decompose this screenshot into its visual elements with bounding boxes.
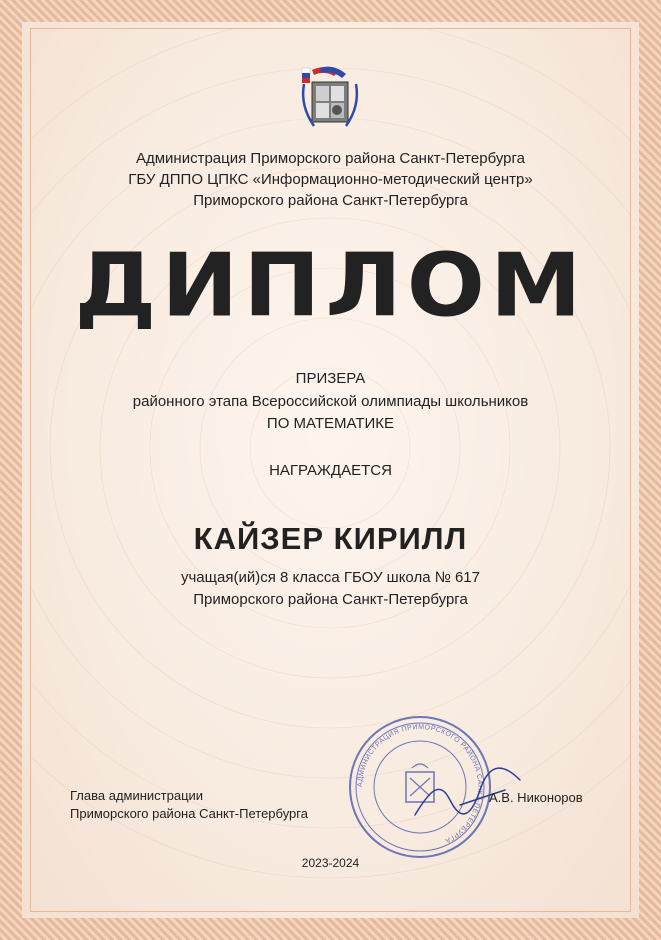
award-subject: ПО МАТЕМАТИКЕ [266,415,395,432]
signatory-position-line-1: Глава администрации [70,788,204,803]
svg-text:АДМИНИСТРАЦИЯ ПРИМОРСКОГО РАЙО: АДМИНИСТРАЦИЯ ПРИМОРСКОГО РАЙОНА САНКТ-ПЕТЕРБУРГА [356,723,484,845]
recipient-name: КАЙЗЕР КИРИЛЛ [193,521,468,556]
award-status: ПРИЗЕРА [295,370,366,387]
award-event: районного этапа Всероссийской олимпиады школьников [132,393,529,410]
recipient-school: учащая(ий)ся 8 класса ГБОУ школа № 617 [180,569,480,586]
diploma-title: ДИПЛОМ [74,234,587,337]
awarded-label: НАГРАЖДАЕТСЯ [269,462,392,479]
signatory-name: А.В. Никоноров [489,790,583,805]
academic-year: 2023-2024 [301,856,360,870]
signatory-position-line-2: Приморского района Санкт-Петербурга [70,806,308,821]
organization-line-2: ГБУ ДППО ЦПКС «Информационно-методический центр» [128,171,533,188]
organization-line-3: Приморского района Санкт-Петербурга [193,192,468,209]
organization-line-1: Администрация Приморского района Санкт-Петербурга [135,150,525,167]
recipient-district: Приморского района Санкт-Петербурга [193,591,468,608]
olympiad-logo [290,66,370,136]
signatory-position [70,787,308,823]
